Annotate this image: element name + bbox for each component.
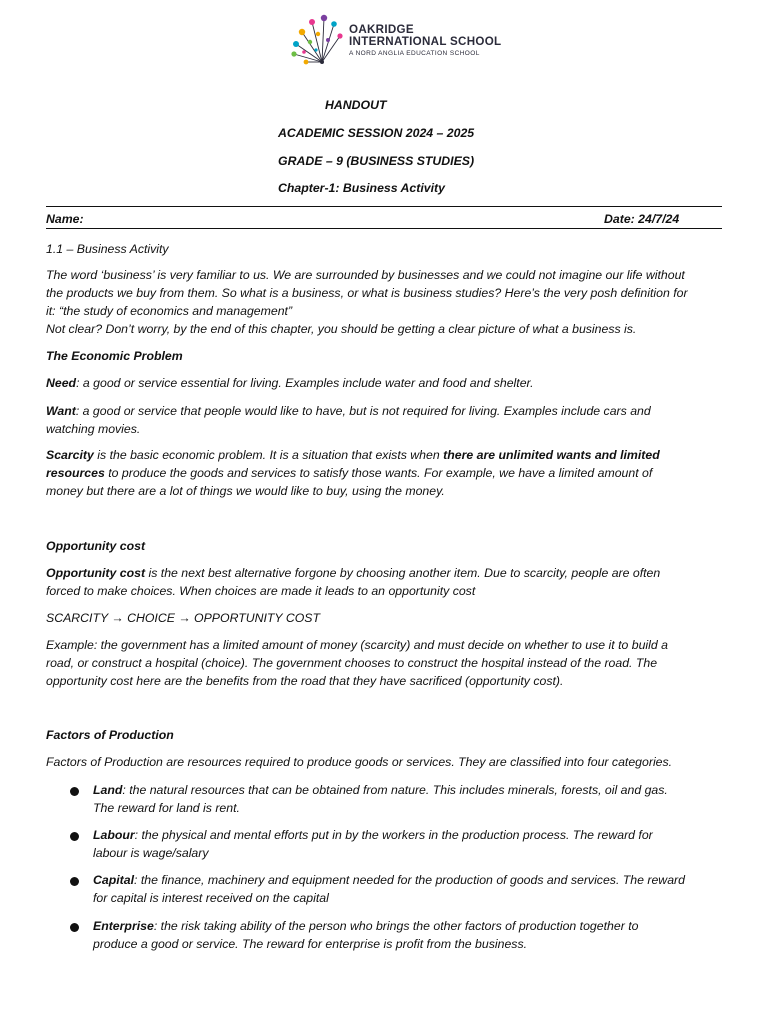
opportunity-cost-text: is the next best alternative forgone by choosing another item. Due to scarcity, people are often <box>145 566 661 580</box>
factor-term: Capital <box>93 873 134 887</box>
scarcity-definition-line-1 <box>46 446 726 464</box>
factor-text: : the risk taking ability of the person who brings the other factors of production together to <box>153 919 639 933</box>
factor-text: : the natural resources that can be obtained from nature. This includes minerals, forests, oil and gas. <box>122 783 668 797</box>
section-heading-business-activity: 1.1 – Business Activity <box>46 242 169 256</box>
scarcity-term: Scarcity <box>46 448 94 462</box>
school-logo <box>288 14 518 72</box>
intro-line-4: Not clear? Don’t worry, by the end of this chapter, you should be getting a clear picture of what a business is. <box>46 322 637 336</box>
example-line-2: road, or construct a hospital (choice). The government chooses to construct the hospital instead of the road. The <box>46 656 658 670</box>
need-term: Need <box>46 376 77 390</box>
example-line-1: Example: the government has a limited amount of money (scarcity) and must decide on whether to use it to build a <box>46 638 668 652</box>
bullet-icon <box>70 787 79 796</box>
handout-title: HANDOUT <box>325 98 387 112</box>
school-tagline: A NORD ANGLIA EDUCATION SCHOOL <box>349 50 480 57</box>
bullet-icon <box>70 832 79 841</box>
factor-capital-line-1 <box>93 871 723 889</box>
chapter-line: Chapter-1: Business Activity <box>278 181 445 195</box>
factor-text: : the physical and mental efforts put in by the workers in the production process. The reward for <box>134 828 653 842</box>
factor-term: Labour <box>93 828 135 842</box>
factor-labour-line-2: labour is wage/salary <box>93 846 209 860</box>
name-label: Name: <box>46 212 84 226</box>
need-text: : a good or service essential for living. Examples include water and food and shelter. <box>76 376 534 390</box>
scarcity-choice-chain: SCARCITY → CHOICE → OPPORTUNITY COST <box>46 611 320 625</box>
top-rule <box>46 206 722 207</box>
factor-capital-line-2: for capital is interest received on the capital <box>93 891 329 905</box>
economic-problem-heading: The Economic Problem <box>46 349 183 363</box>
want-definition-line-2: watching movies. <box>46 422 141 436</box>
scarcity-emphasis-resources: resources <box>46 466 105 480</box>
bottom-rule <box>46 228 722 229</box>
flower-dots-logo-icon <box>288 14 348 70</box>
intro-line-1: The word ‘business’ is very familiar to us. We are surrounded by businesses and we could not imagine our life without <box>46 268 685 282</box>
factor-enterprise-line-2: produce a good or service. The reward for enterprise is profit from the business. <box>93 937 528 951</box>
scarcity-emphasis: there are unlimited wants and limited <box>443 448 660 462</box>
intro-line-3: it: “the study of economics and management” <box>46 304 293 318</box>
intro-line-2: the products we buy from them. So what is a business, or what is business studies? Here’s the very posh definition for <box>46 286 688 300</box>
scarcity-definition-line-2 <box>46 464 726 482</box>
school-name-line1: OAKRIDGE <box>349 23 414 36</box>
want-definition-line-1 <box>46 402 726 420</box>
factor-enterprise-line-1 <box>93 917 723 935</box>
factor-term: Land <box>93 783 123 797</box>
school-name-line2: INTERNATIONAL SCHOOL <box>349 35 502 48</box>
factor-labour-line-1 <box>93 826 723 844</box>
grade-line: GRADE – 9 (BUSINESS STUDIES) <box>278 154 475 168</box>
scarcity-definition-line-3: money but there are a lot of things we would like to buy, using the money. <box>46 484 445 498</box>
opportunity-cost-definition-line-1 <box>46 564 726 582</box>
opportunity-cost-definition-line-2: forced to make choices. When choices are made it leads to an opportunity cost <box>46 584 476 598</box>
scarcity-text-2: to produce the goods and services to satisfy those wants. For example, we have a limited amount of <box>104 466 653 480</box>
need-definition <box>46 374 726 392</box>
scarcity-text: is the basic economic problem. It is a situation that exists when <box>93 448 444 462</box>
bullet-icon <box>70 923 79 932</box>
factors-intro: Factors of Production are resources required to produce goods or services. They are classified into four categories. <box>46 755 673 769</box>
bullet-icon <box>70 877 79 886</box>
date-label: Date: 24/7/24 <box>604 212 680 226</box>
example-line-3: opportunity cost here are the benefits from the road that they have sacrificed (opportunity cost). <box>46 674 564 688</box>
factor-land-line-2: The reward for land is rent. <box>93 801 240 815</box>
factor-term: Enterprise <box>93 919 154 933</box>
factor-land-line-1 <box>93 781 723 799</box>
factor-text: : the finance, machinery and equipment needed for the production of goods and services. The reward <box>134 873 685 887</box>
academic-session: ACADEMIC SESSION 2024 – 2025 <box>278 126 475 140</box>
want-text: : a good or service that people would like to have, but is not required for living. Examples include cars and <box>75 404 651 418</box>
want-term: Want <box>46 404 76 418</box>
opportunity-cost-heading: Opportunity cost <box>46 539 146 553</box>
factors-heading: Factors of Production <box>46 728 174 742</box>
opportunity-cost-term: Opportunity cost <box>46 566 146 580</box>
